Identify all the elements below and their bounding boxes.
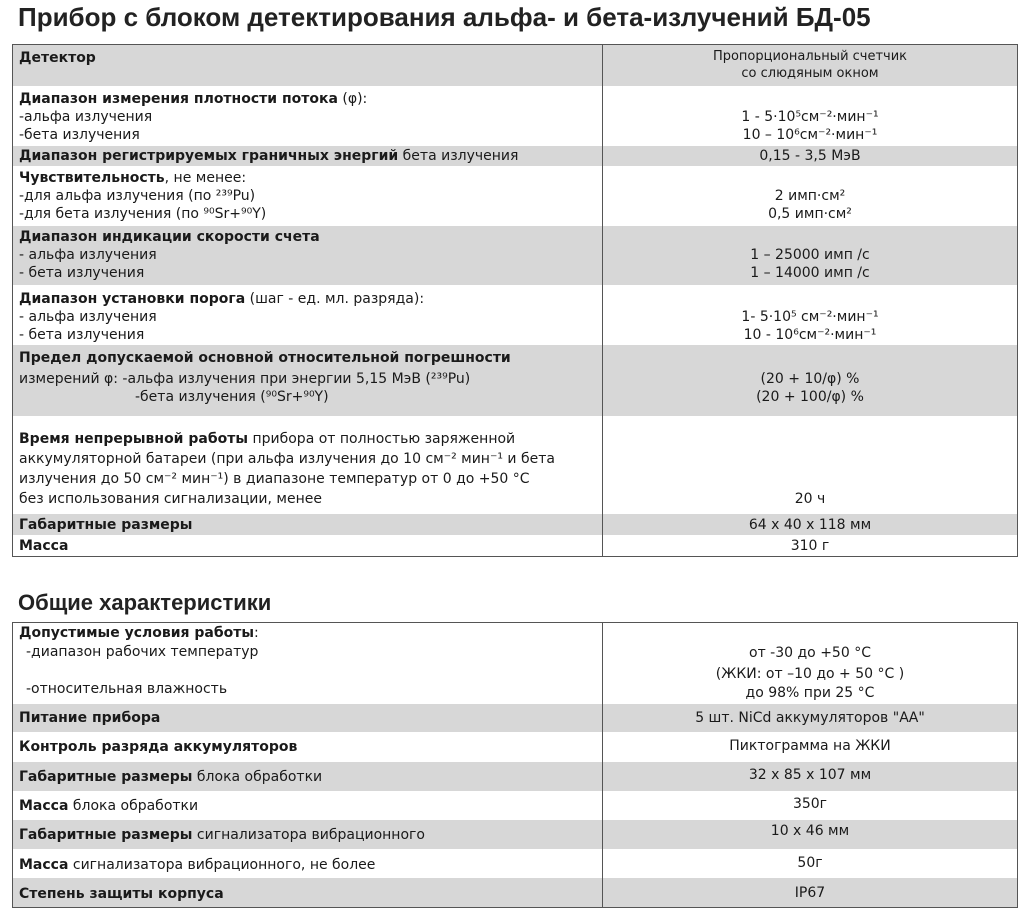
- proc-dims-value: 32 х 85 х 107 мм: [748, 767, 872, 783]
- conditions-label: Допустимые условия работы: [19, 625, 255, 641]
- table-border: [12, 622, 1018, 908]
- detector-value-1: Пропорциональный счетчик: [712, 49, 908, 64]
- proc-mass-value: 350г: [792, 796, 828, 812]
- protection-value: IP67: [794, 885, 826, 901]
- sensitivity-alpha-value: 2 имп·см²: [774, 188, 846, 204]
- discharge-value: Пиктограмма на ЖКИ: [729, 738, 891, 754]
- sensitivity-beta-value: 0,5 имп·см²: [768, 206, 852, 222]
- spec-table-general: [12, 622, 1018, 908]
- count-rate-alpha-label: - альфа излучения: [19, 247, 157, 263]
- runtime-value: 20 ч: [794, 491, 826, 507]
- vib-dims-label-rest: сигнализатора вибрационного: [192, 827, 425, 843]
- vib-dims-value: 10 х 46 мм: [770, 823, 850, 839]
- conditions-lcd-temp-value: (ЖКИ: от –10 до + 50 °С ): [715, 666, 905, 682]
- mass-value: 310 г: [790, 538, 830, 554]
- mass-label: Масса: [19, 538, 69, 554]
- discharge-label: Контроль разряда аккумуляторов: [19, 739, 298, 755]
- proc-dims-label-rest: блока обработки: [192, 769, 323, 785]
- flux-beta-label: -бета излучения: [19, 127, 140, 143]
- dimensions-label: Габаритные размеры: [19, 517, 193, 533]
- proc-mass-label: Масса: [19, 798, 69, 814]
- error-alpha-value: (20 + 10/φ) %: [760, 371, 860, 387]
- spec-table-detector: [12, 44, 1018, 557]
- threshold-alpha-label: - альфа излучения: [19, 309, 157, 325]
- energy-label: Диапазон регистрируемых граничных энергий: [19, 148, 399, 164]
- error-beta-value: (20 + 100/φ) %: [756, 389, 864, 405]
- conditions-humidity-value: до 98% при 25 °С: [745, 685, 875, 701]
- table-border: [12, 44, 1018, 557]
- vib-mass-value: 50г: [797, 855, 823, 871]
- runtime-line-4: без использования сигнализации, менее: [19, 491, 322, 507]
- sensitivity-label-rest: , не менее:: [164, 170, 247, 186]
- conditions-temp-value: от -30 до +50 °С: [749, 645, 871, 661]
- power-value: 5 шт. NiCd аккумуляторов "АА": [695, 710, 925, 726]
- column-divider: [602, 44, 603, 557]
- flux-range-label: Диапазон измерения плотности потока: [19, 91, 338, 107]
- threshold-beta-value: 10 - 10⁶см⁻²·мин⁻¹: [743, 327, 877, 343]
- vib-mass-label-rest: сигнализатора вибрационного, не более: [68, 857, 376, 873]
- threshold-label: Диапазон установки порога: [19, 291, 246, 307]
- count-rate-alpha-value: 1 – 25000 имп /с: [750, 247, 870, 263]
- error-label: Предел допускаемой основной относительной погрешности: [19, 350, 511, 366]
- conditions-humidity-label: -относительная влажность: [26, 681, 228, 697]
- power-label: Питание прибора: [19, 710, 161, 726]
- flux-alpha-value: 1 - 5·10⁵см⁻²·мин⁻¹: [741, 109, 879, 125]
- conditions-label-rest: :: [254, 625, 259, 641]
- sensitivity-beta-label: -для бета излучения (по ⁹⁰Sr+⁹⁰Y): [19, 206, 267, 222]
- error-beta-label: -бета излучения (⁹⁰Sr+⁹⁰Y): [135, 389, 329, 405]
- runtime-label-rest: прибора от полностью заряженной: [248, 431, 516, 447]
- proc-mass-label-rest: блока обработки: [68, 798, 199, 814]
- vib-mass-label: Масса: [19, 857, 69, 873]
- protection-label: Степень защиты корпуса: [19, 886, 224, 902]
- sensitivity-alpha-label: -для альфа излучения (по ²³⁹Pu): [19, 188, 256, 204]
- dimensions-value: 64 х 40 х 118 мм: [748, 517, 872, 533]
- count-rate-beta-value: 1 – 14000 имп /с: [750, 265, 870, 281]
- column-divider: [602, 622, 603, 908]
- count-rate-beta-label: - бета излучения: [19, 265, 145, 281]
- runtime-label: Время непрерывной работы: [19, 431, 249, 447]
- detector-label: Детектор: [19, 50, 96, 66]
- sensitivity-label: Чувствительность: [19, 170, 165, 186]
- threshold-beta-label: - бета излучения: [19, 327, 145, 343]
- count-rate-label: Диапазон индикации скорости счета: [19, 229, 320, 245]
- runtime-line-3: излучения до 50 см⁻² мин⁻¹) в диапазоне температур от 0 до +50 °С: [19, 471, 530, 487]
- energy-label-rest: бета излучения: [398, 148, 519, 164]
- energy-value: 0,15 - 3,5 МэВ: [759, 148, 861, 164]
- section-title: Общие характеристики: [18, 590, 272, 615]
- detector-value-2: со слюдяным окном: [741, 66, 879, 81]
- error-alpha-label: измерений φ: -альфа излучения при энергии 5,15 МэВ (²³⁹Pu): [19, 371, 471, 387]
- runtime-line-2: аккумуляторной батареи (при альфа излучения до 10 см⁻² мин⁻¹ и бета: [19, 451, 555, 467]
- threshold-alpha-value: 1- 5·10⁵ см⁻²·мин⁻¹: [741, 309, 879, 325]
- vib-dims-label: Габаритные размеры: [19, 827, 193, 843]
- proc-dims-label: Габаритные размеры: [19, 769, 193, 785]
- flux-alpha-label: -альфа излучения: [19, 109, 153, 125]
- conditions-temp-label: -диапазон рабочих температур: [26, 644, 259, 660]
- threshold-label-rest: (шаг - ед. мл. разряда):: [245, 291, 425, 307]
- page-title: Прибор с блоком детектирования альфа- и бета-излучений БД-05: [18, 2, 871, 32]
- flux-range-label-rest: (φ):: [337, 91, 368, 107]
- flux-beta-value: 10 – 10⁶см⁻²·мин⁻¹: [742, 127, 878, 143]
